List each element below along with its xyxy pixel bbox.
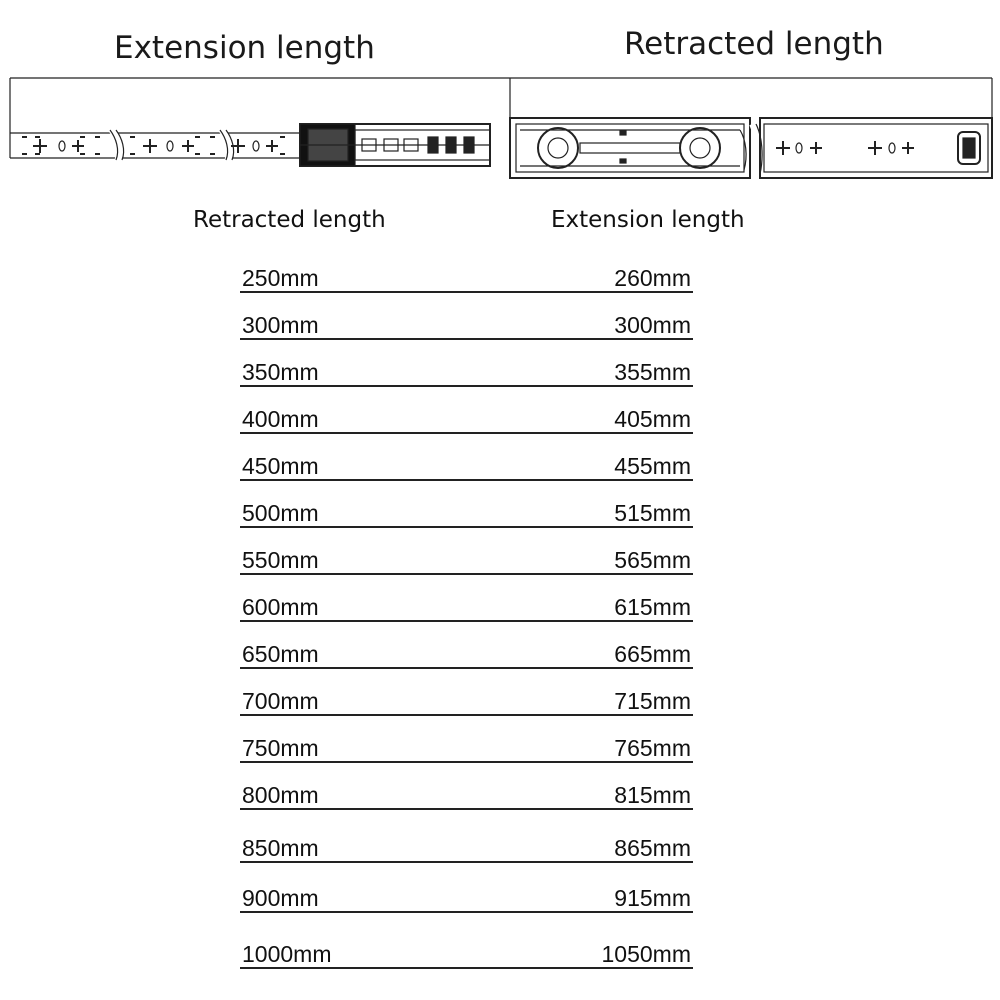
extension-value: 815mm	[614, 782, 691, 808]
table-row	[240, 937, 693, 969]
retracted-value: 900mm	[242, 885, 319, 911]
extension-value: 665mm	[614, 641, 691, 667]
retracted-value: 800mm	[242, 782, 319, 808]
retracted-value: 600mm	[242, 594, 319, 620]
outer-rail	[510, 118, 992, 178]
extension-value: 405mm	[614, 406, 691, 432]
retracted-value: 300mm	[242, 312, 319, 338]
extension-value: 765mm	[614, 735, 691, 761]
table-row	[240, 731, 693, 763]
retracted-value: 700mm	[242, 688, 319, 714]
table-row	[240, 402, 693, 434]
extension-value: 865mm	[614, 835, 691, 861]
retracted-length-label: Retracted length	[624, 26, 884, 62]
retracted-value: 550mm	[242, 547, 319, 573]
table-row	[240, 881, 693, 913]
extension-value: 260mm	[614, 265, 691, 291]
extension-value: 355mm	[614, 359, 691, 385]
retracted-value: 350mm	[242, 359, 319, 385]
retracted-value: 450mm	[242, 453, 319, 479]
extension-value: 455mm	[614, 453, 691, 479]
table-row	[240, 355, 693, 387]
retracted-value: 850mm	[242, 835, 319, 861]
bearing-cage	[300, 124, 490, 166]
drawer-slide-diagram	[0, 0, 1000, 200]
table-row	[240, 449, 693, 481]
retracted-value: 250mm	[242, 265, 319, 291]
retracted-value: 400mm	[242, 406, 319, 432]
header-extension-length: Extension length	[551, 207, 745, 233]
extension-value: 300mm	[614, 312, 691, 338]
extension-value: 1050mm	[601, 941, 691, 967]
table-row	[240, 496, 693, 528]
extension-value: 565mm	[614, 547, 691, 573]
table-row	[240, 637, 693, 669]
table-row	[240, 684, 693, 716]
extension-value: 515mm	[614, 500, 691, 526]
header-retracted-length: Retracted length	[193, 207, 386, 233]
extension-length-label: Extension length	[114, 30, 375, 66]
retracted-value: 1000mm	[242, 941, 332, 967]
table-row	[240, 308, 693, 340]
table-row	[240, 261, 693, 293]
table-row	[240, 590, 693, 622]
retracted-value: 750mm	[242, 735, 319, 761]
table-row	[240, 543, 693, 575]
extension-value: 915mm	[614, 885, 691, 911]
extension-value: 715mm	[614, 688, 691, 714]
retracted-value: 500mm	[242, 500, 319, 526]
table-row	[240, 831, 693, 863]
extension-value: 615mm	[614, 594, 691, 620]
inner-rail	[10, 130, 300, 160]
table-row	[240, 778, 693, 810]
retracted-value: 650mm	[242, 641, 319, 667]
